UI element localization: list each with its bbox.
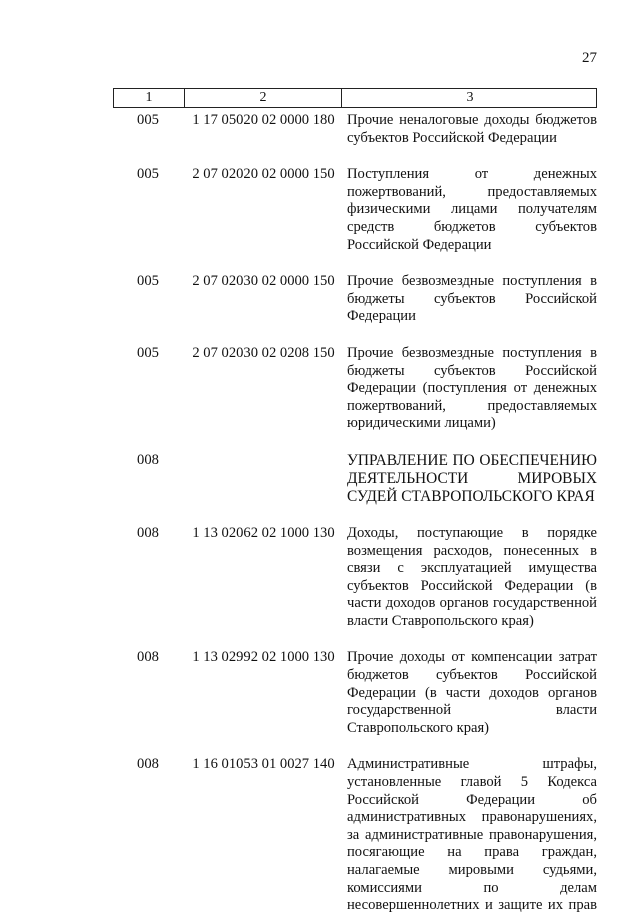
kbk-code: 1 13 02062 02 1000 130 bbox=[192, 524, 335, 541]
table-row bbox=[113, 112, 597, 147]
kbk-code: 1 16 01053 01 0027 140 bbox=[192, 756, 335, 773]
kbk-code: 2 07 02020 02 0000 150 bbox=[192, 166, 335, 183]
admin-code: 005 bbox=[137, 273, 159, 290]
admin-code: 008 bbox=[137, 451, 159, 468]
table-row bbox=[113, 649, 597, 737]
kbk-code: 2 07 02030 02 0000 150 bbox=[192, 273, 335, 290]
revenue-table bbox=[113, 88, 597, 915]
kbk-code bbox=[183, 452, 340, 506]
table-row bbox=[113, 452, 597, 506]
page-number: 27 bbox=[582, 50, 597, 66]
table-row bbox=[113, 273, 597, 326]
table-row bbox=[113, 166, 597, 254]
revenue-name: Прочие доходы от компенсации затрат бюджетов субъектов Российской Федерации (в части доходов органов государственной власти Ставропольского края) bbox=[347, 649, 597, 736]
section-heading: УПРАВЛЕНИЕ ПО ОБЕСПЕЧЕНИЮ ДЕЯТЕЛЬНОСТИ МИРОВЫХ СУДЕЙ СТАВРОПОЛЬСКОГО КРАЯ bbox=[347, 451, 597, 505]
kbk-code: 1 13 02992 02 1000 130 bbox=[192, 649, 335, 666]
revenue-name: Поступления от денежных пожертвований, предоставляемых физическими лицами получателям средств бюджетов субъектов Российской Федерации bbox=[347, 166, 597, 253]
revenue-name: Прочие безвозмездные поступления в бюджеты субъектов Российской Федерации bbox=[347, 273, 597, 325]
kbk-code: 1 17 05020 02 0000 180 bbox=[192, 112, 335, 128]
header-col-2: 2 bbox=[184, 89, 341, 107]
admin-code: 008 bbox=[137, 756, 159, 773]
revenue-name: Административные штрафы, установленные главой 5 Кодекса Российской Федерации об административных правонарушениях, за административные правонарушения, посягающие на права граждан, налагаемые мировыми судьями, комиссиями по делам несовершеннолетних и защите их прав bbox=[347, 756, 597, 914]
table-row bbox=[113, 525, 597, 631]
revenue-name: Доходы, поступающие в порядке возмещения расходов, понесенных в связи с эксплуатацией имущества субъектов Российской Федерации (в части доходов органов государственной власти Ставропольского края) bbox=[347, 524, 597, 629]
table-row bbox=[113, 345, 597, 433]
header-col-1: 1 bbox=[145, 90, 153, 105]
revenue-name: Прочие безвозмездные поступления в бюджеты субъектов Российской Федерации (поступления от денежных пожертвований, предоставляемых юридическими лицами) bbox=[347, 344, 597, 432]
table-row bbox=[113, 756, 597, 914]
admin-code: 005 bbox=[137, 344, 159, 361]
header-col-3: 3 bbox=[341, 89, 598, 107]
admin-code: 005 bbox=[137, 166, 159, 183]
table-header bbox=[113, 88, 597, 108]
admin-code: 005 bbox=[137, 112, 159, 128]
revenue-name: Прочие неналоговые доходы бюджетов субъектов Российской Федерации bbox=[347, 112, 597, 146]
admin-code: 008 bbox=[137, 649, 159, 666]
admin-code: 008 bbox=[137, 524, 159, 541]
kbk-code: 2 07 02030 02 0208 150 bbox=[192, 344, 335, 361]
